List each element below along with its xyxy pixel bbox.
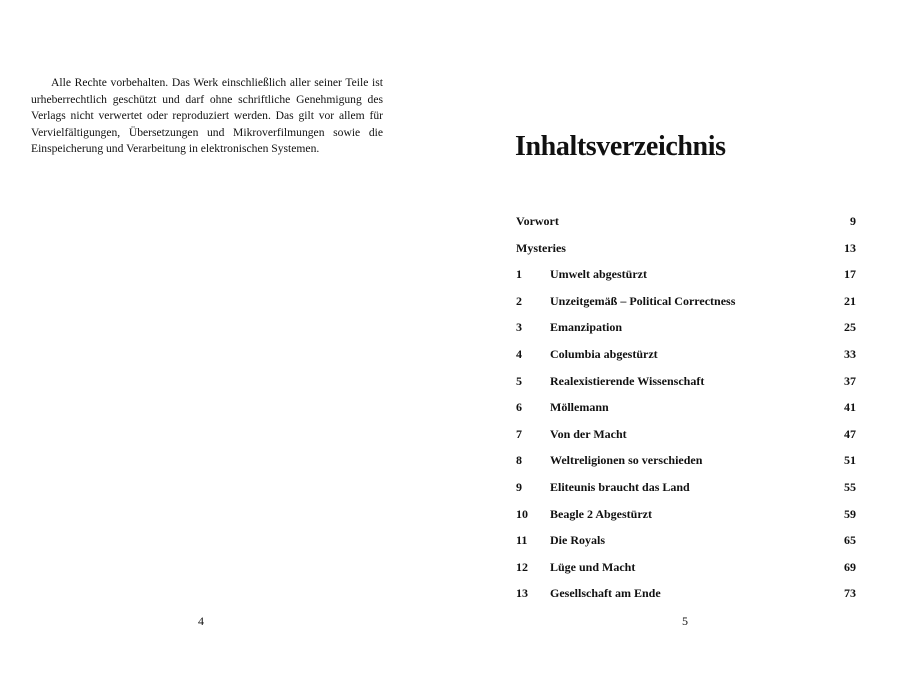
toc-chapter-page: 17 bbox=[844, 267, 856, 282]
toc-chapter-title: Eliteunis braucht das Land bbox=[550, 479, 690, 494]
toc-chapter-10[interactable] bbox=[516, 505, 856, 532]
copyright-notice: Alle Rechte vorbehalten. Das Werk einschließlich aller seiner Teile ist urheberrechtlich geschützt und darf ohne schriftliche Genehmigung des Verlags nicht verwertet oder reproduziert werden. Das gilt vor allem für Vervielfältigungen, Übersetzungen und Mikroverfilmungen sowie die Einspeicherung und Verarbeitung in elektronischen Systemen. bbox=[31, 76, 383, 156]
toc-chapter-title: Unzeitgemäß – Political Correctness bbox=[550, 293, 736, 308]
toc-chapter-3[interactable] bbox=[516, 318, 856, 345]
toc-chapter-9[interactable] bbox=[516, 478, 856, 505]
table-of-contents bbox=[516, 212, 856, 611]
toc-entry-mysteries[interactable] bbox=[516, 239, 856, 266]
toc-chapter-number: 4 bbox=[516, 346, 522, 361]
toc-chapter-8[interactable] bbox=[516, 451, 856, 478]
toc-chapter-number: 9 bbox=[516, 479, 522, 494]
right-page bbox=[450, 0, 900, 675]
toc-chapter-11[interactable] bbox=[516, 531, 856, 558]
toc-chapter-13[interactable] bbox=[516, 584, 856, 611]
toc-chapter-title: Von der Macht bbox=[550, 426, 627, 441]
toc-chapter-number: 1 bbox=[516, 267, 522, 282]
toc-chapter-title: Emanzipation bbox=[550, 320, 623, 335]
toc-chapter-title: Gesellschaft am Ende bbox=[550, 586, 661, 601]
toc-chapter-title: Weltreligionen so verschieden bbox=[550, 453, 703, 468]
toc-entry-vorwort[interactable] bbox=[516, 212, 856, 239]
toc-chapter-page: 41 bbox=[844, 400, 856, 415]
toc-chapter-page: 73 bbox=[844, 586, 856, 601]
toc-heading: Inhaltsverzeichnis bbox=[515, 131, 726, 162]
toc-chapter-number: 10 bbox=[516, 506, 528, 521]
page-number-right: 5 bbox=[682, 614, 688, 628]
toc-chapter-page: 51 bbox=[844, 453, 856, 468]
toc-chapter-number: 12 bbox=[516, 559, 528, 574]
toc-chapter-5[interactable] bbox=[516, 372, 856, 399]
toc-chapter-number: 13 bbox=[516, 586, 528, 601]
toc-chapter-1[interactable] bbox=[516, 265, 856, 292]
toc-chapter-7[interactable] bbox=[516, 425, 856, 452]
toc-chapter-number: 7 bbox=[516, 426, 522, 441]
toc-chapter-2[interactable] bbox=[516, 292, 856, 319]
toc-chapter-number: 3 bbox=[516, 320, 522, 335]
page-number-left: 4 bbox=[198, 614, 204, 628]
toc-chapter-page: 47 bbox=[844, 426, 856, 441]
toc-chapter-4[interactable] bbox=[516, 345, 856, 372]
toc-chapter-number: 6 bbox=[516, 400, 522, 415]
toc-chapter-number: 2 bbox=[516, 293, 522, 308]
toc-chapter-number: 11 bbox=[516, 533, 528, 548]
toc-chapter-page: 65 bbox=[844, 533, 856, 548]
toc-chapter-number: 5 bbox=[516, 373, 522, 388]
toc-chapter-title: Die Royals bbox=[550, 533, 605, 548]
toc-chapter-title: Lüge und Macht bbox=[550, 559, 636, 574]
toc-chapter-page: 69 bbox=[844, 559, 856, 574]
toc-chapter-page: 33 bbox=[844, 346, 856, 361]
toc-chapter-title: Umwelt abgestürzt bbox=[550, 267, 647, 282]
toc-chapter-page: 55 bbox=[844, 479, 856, 494]
toc-entry-title: Vorwort bbox=[516, 214, 559, 228]
toc-chapter-page: 37 bbox=[844, 373, 856, 388]
toc-chapter-title: Möllemann bbox=[550, 400, 609, 415]
toc-chapter-number: 8 bbox=[516, 453, 522, 468]
toc-entry-title: Mysteries bbox=[516, 240, 566, 255]
toc-chapter-title: Columbia abgestürzt bbox=[550, 346, 658, 361]
toc-chapter-page: 21 bbox=[844, 293, 856, 308]
toc-chapter-6[interactable] bbox=[516, 398, 856, 425]
toc-chapter-12[interactable] bbox=[516, 558, 856, 585]
toc-chapter-page: 25 bbox=[844, 320, 856, 335]
toc-chapter-title: Beagle 2 Abgestürzt bbox=[550, 506, 652, 521]
toc-entry-page: 13 bbox=[844, 240, 856, 255]
toc-chapter-title: Realexistierende Wissenschaft bbox=[550, 373, 705, 388]
toc-entry-page: 9 bbox=[850, 214, 856, 228]
toc-chapter-page: 59 bbox=[844, 506, 856, 521]
